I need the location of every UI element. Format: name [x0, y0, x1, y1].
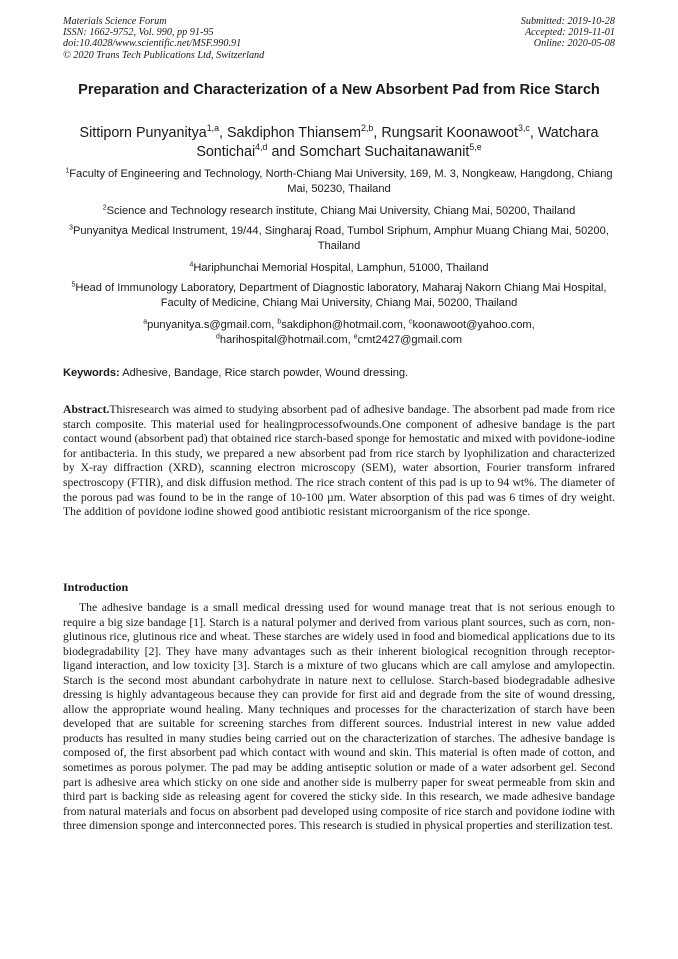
- author-list: [63, 124, 615, 161]
- keywords-label: Keywords:: [63, 367, 120, 379]
- introduction-paragraph: The adhesive bandage is a small medical dressing used for wound manage treat that is not serious enough to require a big size bandage [1]. Starch is a natural polymer and derived from various plant sources, such as corn, non-glutinous rice, glutinous rice and wheat. These starches are widely used in food and biomedical applications due to its biodegradability [2]. They have many advantages such as their inherent biological recognition through receptor-ligand interaction, and low toxicity [3]. Starch is a mixture of two glucans which are call amylose and amylopectin. Starch is the second most abundant carbohydrate in nature next to cellulose. Starch-based biodegradable adhesive dressing is highly advantageous because they can provide for first aid and degrade from the site of wound dressing, allow the appropriate wound healing. Many techniques and processes for the characterization of starch have been developed that are suitable for screening starches from different sources. Industrial interest in new value added products has resulted in many studies being carried out on the characterization of starches. The adhesive bandage is composed of, the first absorbent pad which contact with wound and skin. This material is often made of cotton, and sometimes as porous polymer. The pad may be adding antiseptic solution or made of a water adsorbent gel. Second part is adhesive area which sticky on one side and another side is mulberry paper for sweat permeable from skin and third part is backing side as releasing agent for covered the sticky side. In this research, we made adhesive bandage from natural materials and focus on absorbent pad developed using composite of rice starch and povidone iodine with three dimension sponge and interconnected pores. This research is studied in physical properties and sterilization test.: [63, 601, 615, 833]
- email-list: $^a$punyanitya.s@gmail.com, $^b$sakdiphon@hotmail.com, $^c$koonawoot@yahoo.com, $^d$harihospital@hotmail.com, $^e$cmt2427@gmail.com: [143, 318, 535, 347]
- author-sup: 1,a: [206, 123, 220, 134]
- keywords: [63, 366, 615, 381]
- author: Somchart Suchaitanawanit$^{5,e}$: [299, 141, 482, 160]
- abstract-text: Thisresearch was aimed to studying absorbent pad of adhesive bandage. The absorbent pad made from rice starch composite. This material used for healingprocessofwounds.One component of adhesive bandage is the part contact wound (absorbent pad) that obtained rice starch-based sponge for hemostatic and mixed with povidone-iodine for antibacteria. In this study, we prepared a new absorbent pad from rice starch by lyophilization and characterized by X-ray diffraction (XRD), scanning electron microscopy (SEM), water absortion, Fourier transform infrared spectroscopy (FTIR), and disk diffusion method. The rice strach content of this pad is up to 94 wt%. The diameter of the porous pad was found to be in the range of 10-100 µm. Water absorption of this pad was 6 times of dry weight. The addition of povidone iodine showed good antibiotic resistant microorganism of the rice sponge.: [63, 403, 615, 519]
- author: Sittiporn Punyanitya$^{1,a}$: [79, 123, 220, 141]
- abstract-label: Abstract.: [63, 403, 110, 416]
- affiliation-1: $^1$Faculty of Engineering and Technology, North-Chiang Mai University, 169, M. 3, Nongkeaw, Hangdong, Chiang Mai, 50230, Thailand: [65, 167, 613, 196]
- author-sup: 2,b: [361, 123, 374, 134]
- journal-header: [63, 16, 264, 61]
- author-sep: and: [267, 143, 300, 160]
- author: Sakdiphon Thiansem$^{2,b}$: [226, 123, 374, 141]
- journal-issn: ISSN: 1662-9752, Vol. 990, pp 91-95: [63, 27, 214, 39]
- submitted-date: Submitted: 2019-10-28: [520, 16, 615, 27]
- email[interactable]: $^b$sakdiphon@hotmail.com: [277, 318, 403, 331]
- author-sup: 4,d: [255, 141, 268, 152]
- affiliation-3: $^3$Punyanitya Medical Instrument, 19/44, Singharaj Road, Tumbol Sriphum, Amphur Muang Chiang Mai, 50200, Thailand: [69, 224, 609, 253]
- author: Rungsarit Koonawoot$^{3,c}$: [381, 123, 530, 141]
- journal-copyright: © 2020 Trans Tech Publications Ltd, Switzerland: [63, 49, 265, 61]
- affiliation-2: $^2$Science and Technology research institute, Chiang Mai University, Chiang Mai, 50200, Thailand: [102, 204, 576, 217]
- accepted-date: Accepted: 2019-11-01: [524, 27, 615, 39]
- affiliation-5: $^5$Head of Immunology Laboratory, Department of Diagnostic laboratory, Maharaj Nakorn Chiang Mai Hospital, Faculty of Medicine, Chiang Mai University, Chiang Mai, 50200, Thailand: [71, 281, 607, 310]
- author-sup: 5,e: [469, 141, 482, 152]
- journal-doi[interactable]: doi:10.4028/www.scientific.net/MSF.990.91: [63, 38, 242, 50]
- affiliation-4: $^4$Hariphunchai Memorial Hospital, Lamphun, 51000, Thailand: [189, 261, 489, 274]
- journal-name: Materials Science Forum: [63, 16, 167, 27]
- email[interactable]: $^c$koonawoot@yahoo.com: [409, 318, 532, 331]
- email[interactable]: $^d$harihospital@hotmail.com: [215, 333, 348, 347]
- author-sep: ,: [219, 125, 227, 141]
- online-date: Online: 2020-05-08: [533, 38, 615, 50]
- introduction-heading: Introduction: [63, 580, 129, 594]
- dates-header: [521, 16, 615, 50]
- author-sep: ,: [529, 125, 538, 141]
- abstract: [63, 403, 615, 520]
- email[interactable]: $^a$punyanitya.s@gmail.com: [143, 318, 272, 331]
- author-sep: ,: [373, 125, 382, 141]
- author-sup: 3,c: [518, 123, 530, 134]
- paper-title: Preparation and Characterization of a New Absorbent Pad from Rice Starch: [78, 82, 600, 98]
- author: Watchara Sontichai$^{4,d}$: [196, 125, 599, 160]
- email[interactable]: $^e$cmt2427@gmail.com: [353, 333, 462, 347]
- keywords-text: Adhesive, Bandage, Rice starch powder, Wound dressing.: [119, 367, 409, 379]
